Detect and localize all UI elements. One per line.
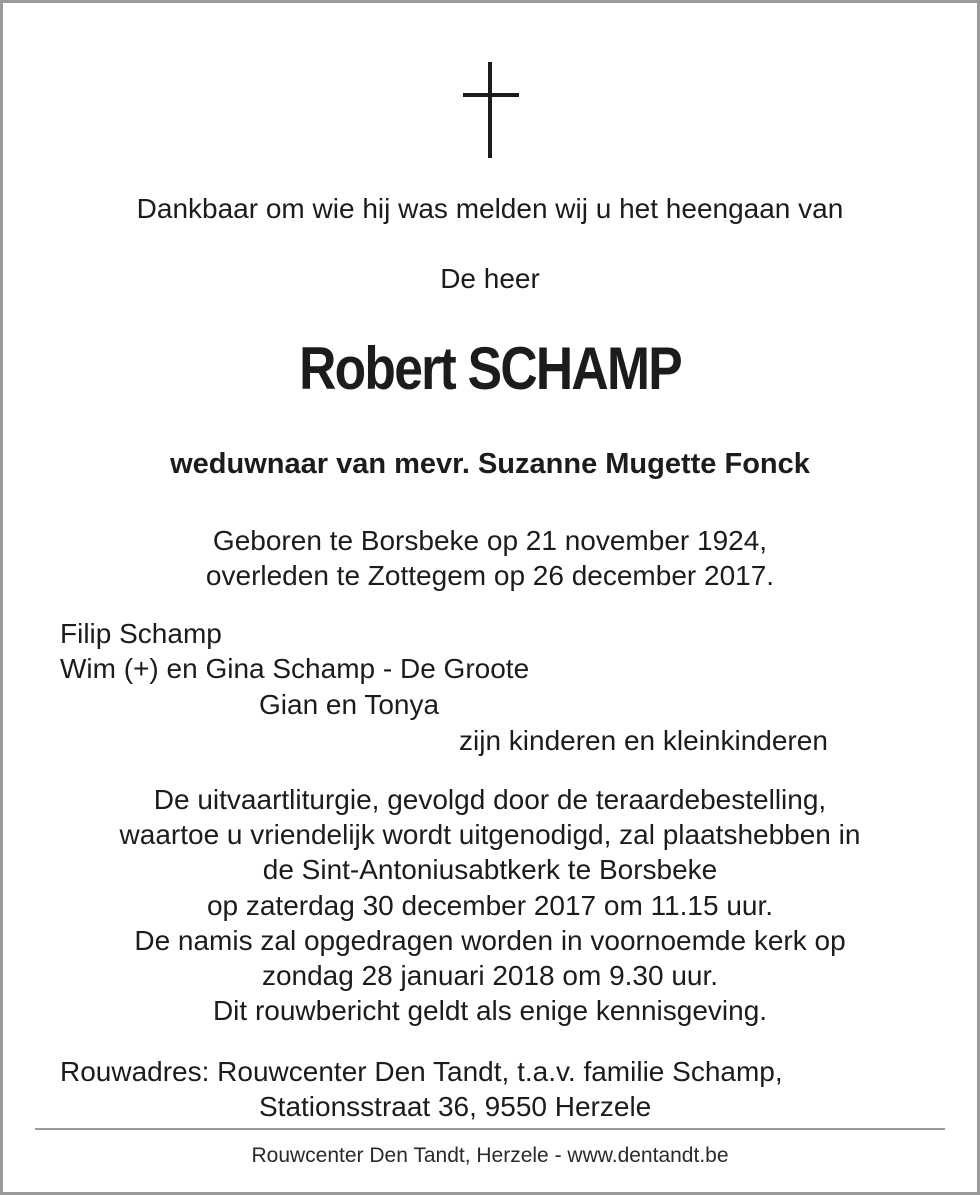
deceased-name: Robert SCHAMP [299,335,681,402]
address-line-1: Rouwadres: Rouwcenter Den Tandt, t.a.v. familie Schamp, [60,1056,783,1087]
family-grandchildren: Gian en Tonya [259,689,440,720]
widower-line: weduwnaar van mevr. Suzanne Mugette Fonck [170,448,810,480]
birth-line: Geboren te Borsbeke op 21 november 1924, [212,525,768,556]
footer-divider [35,1128,945,1130]
death-line: overleden te Zottegem op 26 december 2017. [205,560,775,591]
cross-icon [460,62,520,158]
ceremony-line-7: Dit rouwbericht geldt als enige kennisgeving. [212,995,768,1026]
ceremony-line-2: waartoe u vriendelijk wordt uitgenodigd, zal plaatshebben in [119,819,861,850]
family-child-2: Wim (+) en Gina Schamp - De Groote [60,653,530,684]
honorific: De heer [440,263,540,294]
ceremony-line-6: zondag 28 januari 2018 om 9.30 uur. [261,960,719,991]
ceremony-line-3: de Sint-Antoniusabtkerk te Borsbeke [262,854,718,885]
footer-text: Rouwcenter Den Tandt, Herzele - www.dentandt.be [251,1144,729,1167]
ceremony-line-1: De uitvaartliturgie, gevolgd door de teraardebestelling, [153,784,827,815]
ceremony-line-5: De namis zal opgedragen worden in voornoemde kerk op [134,925,846,956]
family-child-1: Filip Schamp [60,618,222,649]
intro-text: Dankbaar om wie hij was melden wij u het heengaan van [136,193,844,224]
address-line-2: Stationsstraat 36, 9550 Herzele [259,1091,652,1122]
ceremony-line-4: op zaterdag 30 december 2017 om 11.15 uur. [206,890,774,921]
family-relation: zijn kinderen en kleinkinderen [459,725,828,756]
